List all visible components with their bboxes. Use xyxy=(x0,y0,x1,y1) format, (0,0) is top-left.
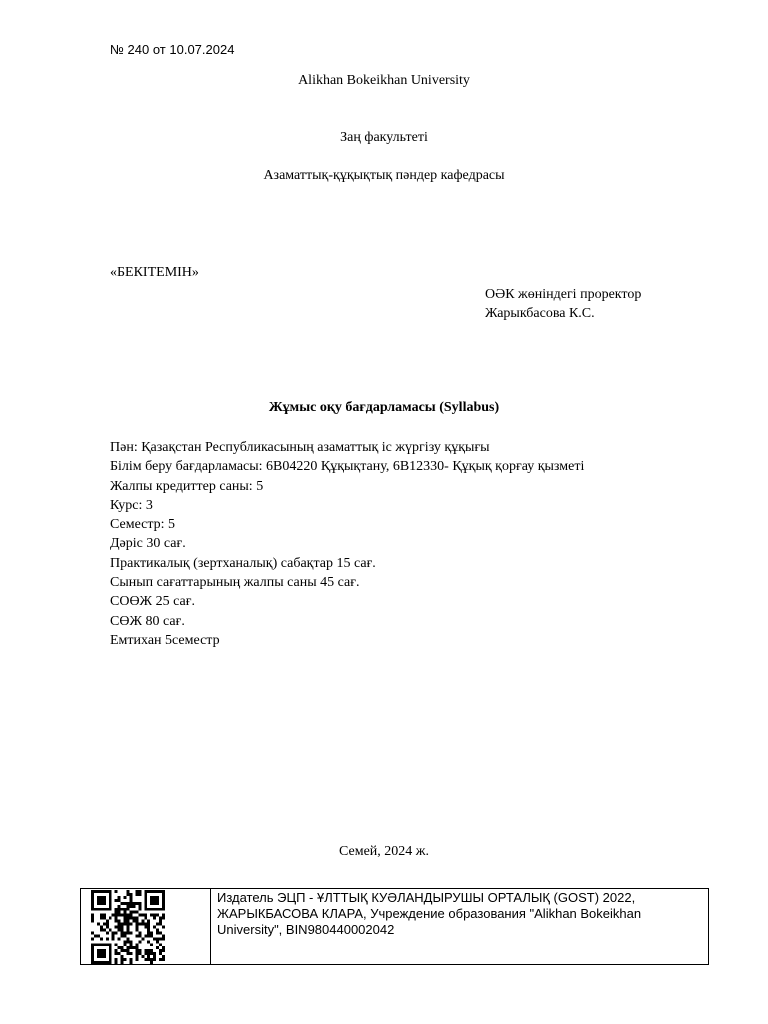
digital-signature-stamp xyxy=(80,888,709,965)
signature-info xyxy=(211,889,647,964)
place-year: Семей, 2024 ж. xyxy=(339,844,429,859)
detail-lectures: Дәріс 30 сағ. xyxy=(110,536,186,552)
syllabus-details xyxy=(110,438,584,650)
detail-classroom-hours: Сынып сағаттарының жалпы саны 45 сағ. xyxy=(110,575,360,591)
detail-semester: Семестр: 5 xyxy=(110,517,176,533)
qr-code-icon xyxy=(90,890,166,964)
faculty-name: Заң факультеті xyxy=(340,130,428,145)
approval-label: «БЕКІТЕМІН» xyxy=(110,265,199,280)
detail-credits: Жалпы кредиттер саны: 5 xyxy=(110,478,264,494)
syllabus-title: Жұмыс оқу бағдарламасы (Syllabus) xyxy=(268,400,500,415)
department-name: Азаматтық-құқықтық пәндер кафедрасы xyxy=(263,168,505,183)
signature-line: University", BIN980440002042 xyxy=(217,922,395,937)
detail-sozh: СӨЖ 80 сағ. xyxy=(110,613,185,629)
university-name: Alikhan Bokeikhan University xyxy=(298,73,470,88)
detail-course: Курс: 3 xyxy=(110,497,153,513)
detail-practicals: Практикалық (зертханалық) сабақтар 15 сағ. xyxy=(110,555,376,571)
qr-cell xyxy=(81,889,211,964)
document-number: № 240 от 10.07.2024 xyxy=(110,42,235,57)
signature-line: Издатель ЭЦП - ҰЛТТЫҚ КУӘЛАНДЫРУШЫ ОРТАЛЫҚ (GOST) 2022, xyxy=(217,890,636,905)
detail-soozh: СОӨЖ 25 сағ. xyxy=(110,594,195,610)
detail-subject: Пән: Қазақстан Республикасының азаматтық іс жүргізу құқығы xyxy=(110,440,490,455)
signatory-name: Жарыкбасова К.С. xyxy=(485,306,595,321)
signature-line: ЖАРЫКБАСОВА КЛАРА, Учреждение образования "Alikhan Bokeikhan xyxy=(217,906,642,921)
detail-program: Білім беру бағдарламасы: 6В04220 Құқықтану, 6В12330- Құқық қорғау қызметі xyxy=(110,459,585,475)
signatory-position: ОӘК жөніндегі проректор xyxy=(485,287,642,302)
detail-exam: Емтихан 5семестр xyxy=(110,632,220,648)
approval-signatory xyxy=(485,285,641,323)
